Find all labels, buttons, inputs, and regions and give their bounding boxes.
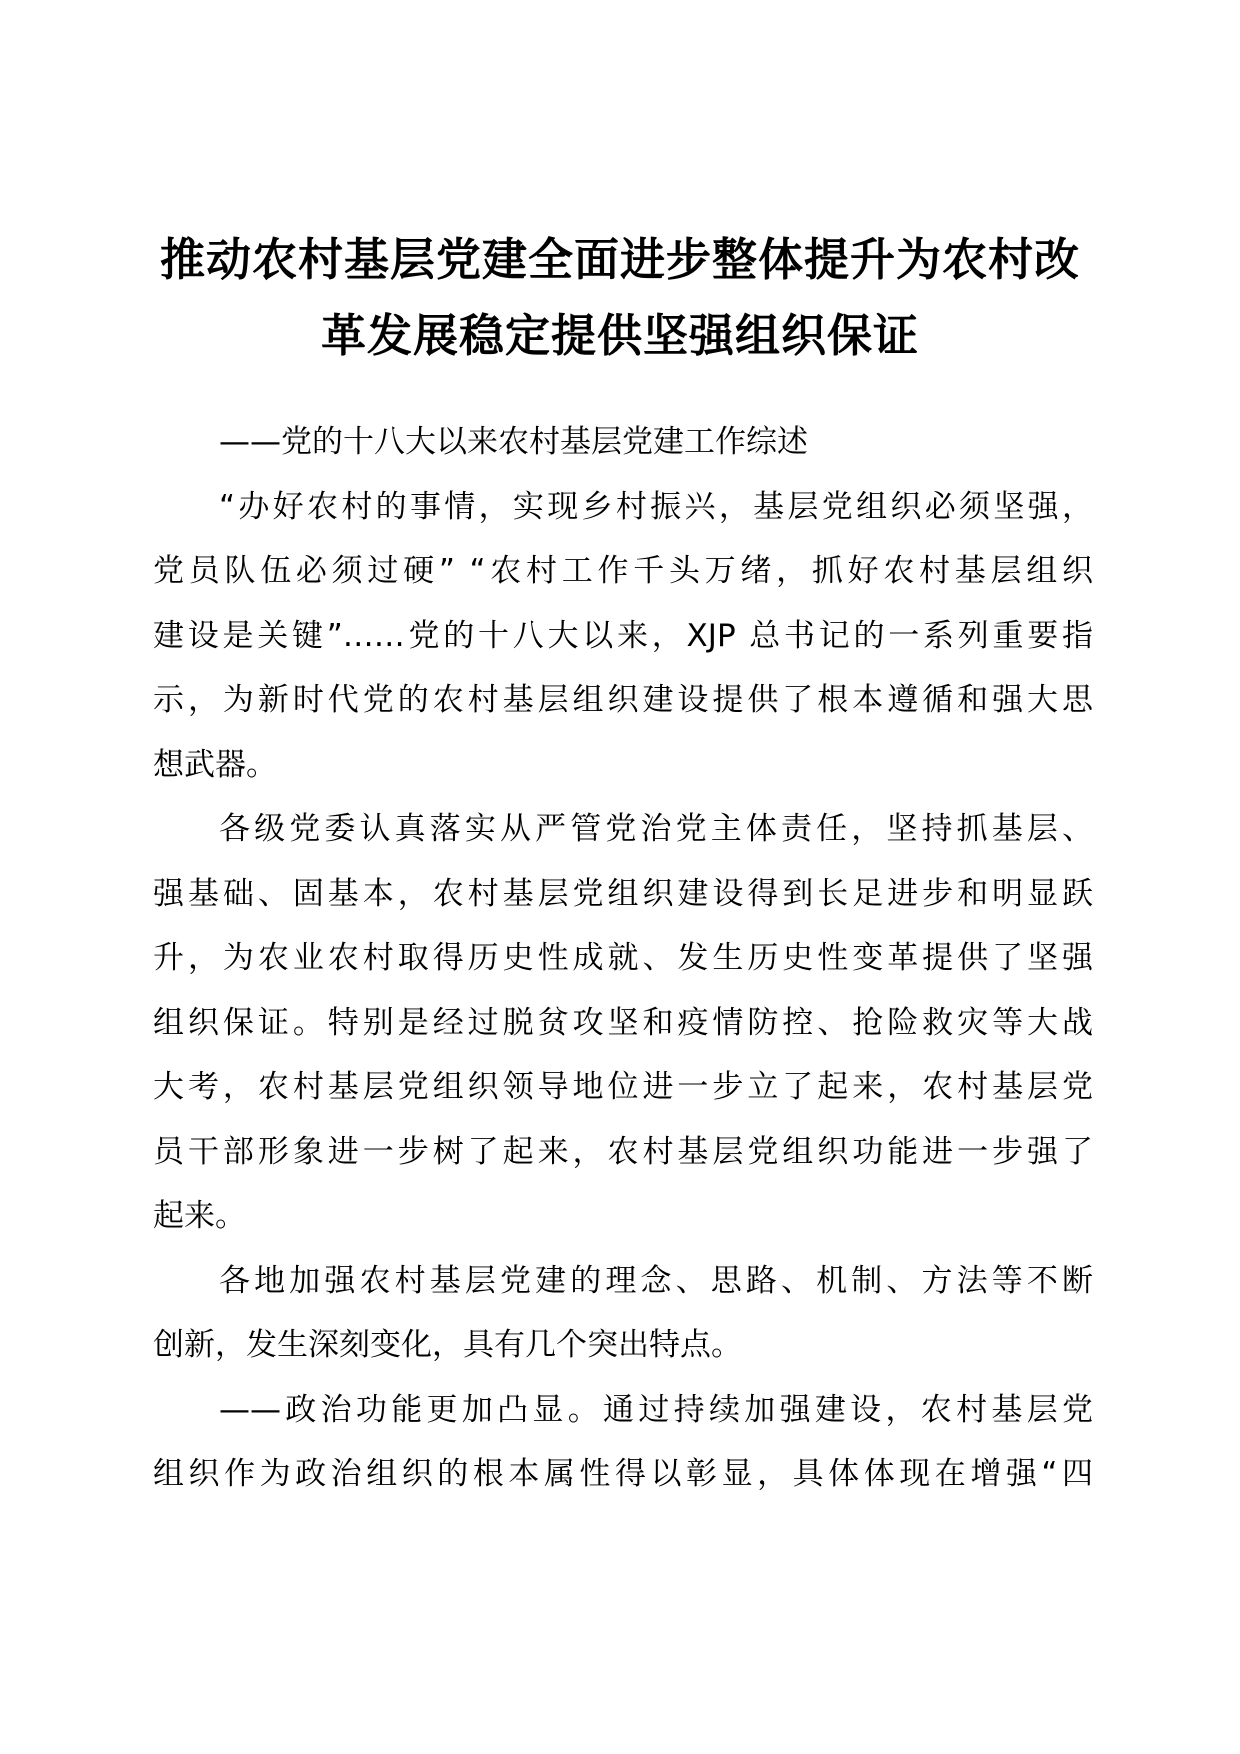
paragraph-line: 员干部形象进一步树了起来，农村基层党组织功能进一步强了 xyxy=(153,1133,1093,1170)
paragraph-line: 创新，发生深刻变化，具有几个突出特点。 xyxy=(153,1327,742,1363)
paragraph-line: 党员队伍必须过硬” “农村工作千头万绪，抓好农村基层组织 xyxy=(153,553,1093,589)
title-line-1: 推动农村基层党建全面进步整体提升为农村改 xyxy=(159,233,1080,286)
paragraph-line: “办好农村的事情，实现乡村振兴，基层党组织必须坚强， xyxy=(219,488,1093,525)
paragraph-line: 建设是关键”……党的十八大以来，XJP 总书记的一系列重要指 xyxy=(153,617,1093,654)
paragraph-line: 各地加强农村基层党建的理念、思路、机制、方法等不断 xyxy=(219,1262,1093,1299)
paragraph-line: 起来。 xyxy=(153,1198,246,1234)
paragraph-line: 各级党委认真落实从严管党治党主体责任，坚持抓基层、 xyxy=(219,811,1093,847)
paragraph-line: 大考，农村基层党组织领导地位进一步立了起来，农村基层党 xyxy=(153,1069,1093,1105)
title-line-2: 革发展稳定提供坚强组织保证 xyxy=(320,309,919,362)
document-title xyxy=(150,222,1090,374)
subtitle-line: ——党的十八大以来农村基层党建工作综述 xyxy=(219,424,808,460)
paragraph-line: 想武器。 xyxy=(153,746,277,783)
paragraph-line: 强基础、固基本，农村基层党组织建设得到长足进步和明显跃 xyxy=(153,875,1093,912)
document-body xyxy=(153,410,1093,1507)
paragraph-line: 升，为农业农村取得历史性成就、发生历史性变革提供了坚强 xyxy=(153,940,1093,976)
paragraph-line: 示，为新时代党的农村基层组织建设提供了根本遵循和强大思 xyxy=(153,682,1093,718)
paragraph-line: 组织保证。特别是经过脱贫攻坚和疫情防控、抢险救灾等大战 xyxy=(153,1004,1093,1041)
paragraph-line: 组织作为政治组织的根本属性得以彰显，具体体现在增强“四 xyxy=(153,1456,1093,1492)
paragraph-line: ——政治功能更加凸显。通过持续加强建设，农村基层党 xyxy=(219,1391,1093,1428)
